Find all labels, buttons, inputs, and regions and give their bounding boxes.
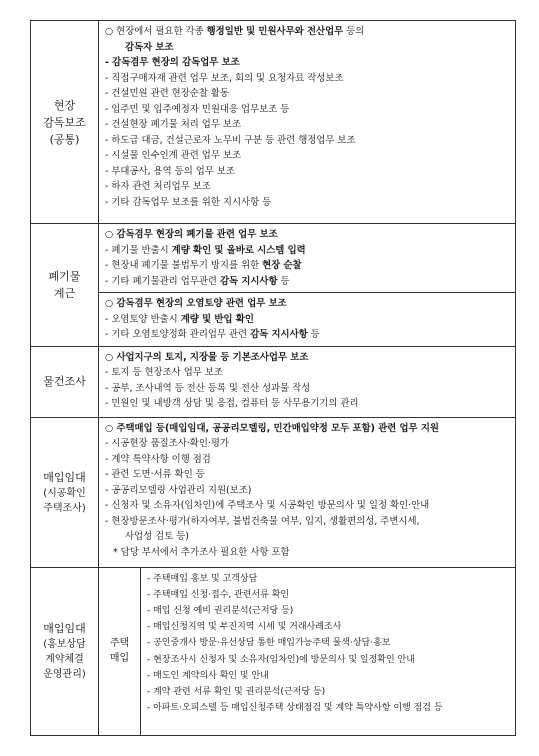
duty-line (105, 227, 511, 243)
duty-line (105, 498, 511, 514)
duty-line (105, 24, 511, 40)
category-line: 운영관리) (43, 669, 86, 680)
duty-line (105, 296, 511, 312)
duty-text: - 공공리모델링 사업관리 지원(보조) (105, 484, 252, 496)
duty-line (105, 258, 511, 274)
row-purchase-rental-inspection (31, 417, 516, 567)
duty-line (105, 327, 511, 343)
category-line: 매입임대 (43, 622, 86, 635)
row-site-supervision (31, 21, 516, 224)
duty-line (105, 545, 511, 561)
duty-line (105, 483, 511, 499)
duty-text: - 시설물 인수인계 관련 업무 보조 (105, 150, 242, 161)
duty-text-bold: 감독 지시사항 (250, 329, 308, 340)
duty-text-bold: ○ 감독겸무 현장의 오염토양 관련 업무 보조 (105, 298, 287, 309)
category-line: 매입임대 (43, 470, 86, 484)
duty-line: - 주택매입 신청·접수, 관련서류 확인 (147, 589, 290, 600)
duty-text: - 공부, 조사내역 등 전산 등록 및 전산 성과물 작성 (105, 382, 311, 394)
row-property-survey (31, 346, 516, 417)
duty-line (105, 312, 511, 328)
duty-line (105, 164, 511, 180)
duty-text: - 직접구매자재 관련 업무 보조, 회의 및 요청자료 작성보조 (105, 72, 344, 84)
category-cell (31, 224, 99, 347)
duty-line: - 공인중개사 방문·유선상담 통한 매입가능주택 물색·상담·홍보 (147, 638, 391, 649)
duty-line (105, 148, 511, 164)
duty-text: - 기타 오염토양정화 관리업무 관련 (105, 329, 251, 340)
category-cell (31, 417, 99, 567)
subcategory-cell (99, 567, 141, 735)
duty-text: - 민원인 및 내방객 상담 및 응접, 컴퓨터 등 사무용기기의 관리 (105, 398, 359, 409)
content-cell (141, 567, 516, 735)
duty-line (105, 529, 511, 545)
duty-text: - 시공현장 품질조사·확인·평가 (105, 438, 229, 449)
category-cell (31, 21, 99, 224)
duty-text-bold: 행정일반 및 민원사무와 전산업무 (206, 26, 344, 37)
duty-text: 등 (277, 275, 290, 287)
category-line: 주택조사) (43, 502, 86, 514)
content-cell (99, 417, 516, 567)
duty-line (105, 102, 511, 118)
duty-text: - 하도급 대금, 건설근로자 노무비 구분 등 관련 행정업무 보조 (105, 134, 356, 146)
category-line: 현장 (53, 98, 76, 112)
duty-segment (99, 224, 515, 292)
duty-text-bold: ○ 감독겸무 현장의 폐기물 관련 업무 보조 (105, 229, 278, 240)
category-line: (홍보상담 (43, 639, 86, 650)
duty-text: - 건설현장 폐기물 처리 업무 보조 (105, 119, 242, 130)
content-cell (99, 21, 516, 224)
category-line: (공통) (49, 132, 80, 146)
duty-text: - 기타 폐기물관리 업무관련 (105, 275, 220, 287)
duty-text: - 토지 등 현장조사 업무 보조 (105, 367, 223, 378)
duty-text: - 관련 도면·서류 확인 등 (105, 469, 205, 480)
duty-text: - 오염토양 반출시 (105, 313, 181, 325)
duty-line (105, 452, 511, 468)
duty-text-bold: 감독자 보조 (125, 41, 174, 53)
duty-line (105, 365, 511, 381)
duty-line: - 계약 관련 서류 확인 및 권리분석(근저당 등) (147, 686, 326, 697)
duty-text-bold: 감독 지시사항 (219, 275, 278, 287)
duty-line (105, 421, 511, 437)
duty-text: - 부대공사, 용역 등의 업무 보조 (105, 165, 235, 177)
duty-text: - 신청자 및 소유자(임차인)에 주택조사 및 시공확인 방문의사 및 일정 확인·안내 (105, 500, 430, 511)
content-cell (99, 346, 516, 417)
duty-text-bold: 현장 순찰 (262, 260, 302, 271)
duty-text: ○ 현장에서 필요한 각종 (105, 26, 207, 37)
duty-line (105, 274, 511, 290)
duty-text-bold: ○ 사업지구의 토지, 지장물 등 기본조사업무 보조 (105, 351, 309, 363)
duty-text: - 계약 특약사항 이행 점검 (105, 453, 211, 465)
category-line: (시공확인 (43, 487, 86, 499)
duty-line (105, 514, 511, 530)
row-purchase-rental-promotion (31, 567, 516, 735)
duty-text: - 입주민 및 입주예정자 민원대응 업무보조 등 (105, 103, 290, 115)
duty-line (105, 133, 511, 149)
duty-text: - 현장내 폐기물 불법투기 방지를 위한 (105, 260, 263, 271)
duty-line (105, 40, 511, 56)
duty-text: - 하자 관련 처리업무 보조 (105, 181, 211, 192)
duty-line (105, 179, 511, 195)
duty-line (105, 86, 511, 102)
content-cell (99, 224, 516, 347)
duty-line (105, 71, 511, 87)
duty-text: 등의 (343, 26, 365, 37)
duty-text: * 담당 부서에서 추가조사 필요한 사항 포함 (113, 546, 290, 558)
category-line: 계근 (53, 286, 76, 300)
duty-line (105, 381, 511, 397)
category-cell (31, 567, 99, 735)
duty-segment (99, 292, 515, 346)
duty-line (105, 396, 511, 412)
duty-text-bold: 계량 및 반입 확인 (180, 313, 254, 325)
duty-text-bold: - 감독겸무 현장의 감독업무 보조 (105, 57, 240, 68)
category-line: 감독보조 (43, 115, 86, 129)
duty-line (105, 55, 511, 71)
duty-line (105, 117, 511, 133)
duty-line (105, 467, 511, 483)
duty-text: - 기타 감독업무 보조를 위한 지시사항 등 (105, 196, 272, 208)
duty-text: - 폐기물 반출시 (105, 244, 172, 256)
duty-text: - 건설민원 관련 현장순찰 활동 (105, 88, 229, 99)
duty-line (105, 195, 511, 211)
duty-line: - 매입신청지역 및 부진지역 시세 및 거래사례조사 (147, 622, 342, 633)
duty-line: - 아파트·오피스텔 등 매입신청주택 상태점검 및 계약 특약사항 이행 점검 등 (147, 703, 443, 714)
duty-text-bold: ○ 주택매입 등(매입임대, 공공리모델링, 민간매입약정 모두 포함) 관련 업무 지원 (105, 422, 439, 434)
category-line: 계약체결 (45, 654, 84, 665)
category-cell (31, 346, 99, 417)
duty-text: 사업성 검토 등) (125, 531, 189, 542)
duty-line: - 매입 신청 예비 권리분석(근저당 등) (147, 605, 294, 616)
row-waste-weighing (31, 224, 516, 347)
duty-text: 등 (307, 329, 320, 340)
duty-line (105, 243, 511, 259)
subcategory-line: 주택 (109, 638, 130, 649)
subcategory-line: 매입 (109, 653, 130, 664)
duty-line (105, 436, 511, 452)
duty-line (105, 350, 511, 366)
duty-line: - 매도인 계약의사 확인 및 안내 (147, 670, 269, 681)
duty-text: - 현장방문조사·평가(하자여부, 불법건축물 여부, 입지, 생활편의성, 주변시세, (105, 515, 420, 527)
category-line: 폐기물 (48, 269, 81, 283)
duty-table (30, 20, 516, 736)
duty-line: - 현장조사시 신청자 및 소유자(임차인)에 방문의사 및 일정확인 안내 (147, 654, 415, 665)
category-line: 물건조사 (43, 375, 86, 388)
duty-line: - 주택매입 홍보 및 고객상담 (147, 573, 258, 584)
duty-text-bold: 계량 확인 및 올바로 시스템 입력 (171, 244, 306, 256)
